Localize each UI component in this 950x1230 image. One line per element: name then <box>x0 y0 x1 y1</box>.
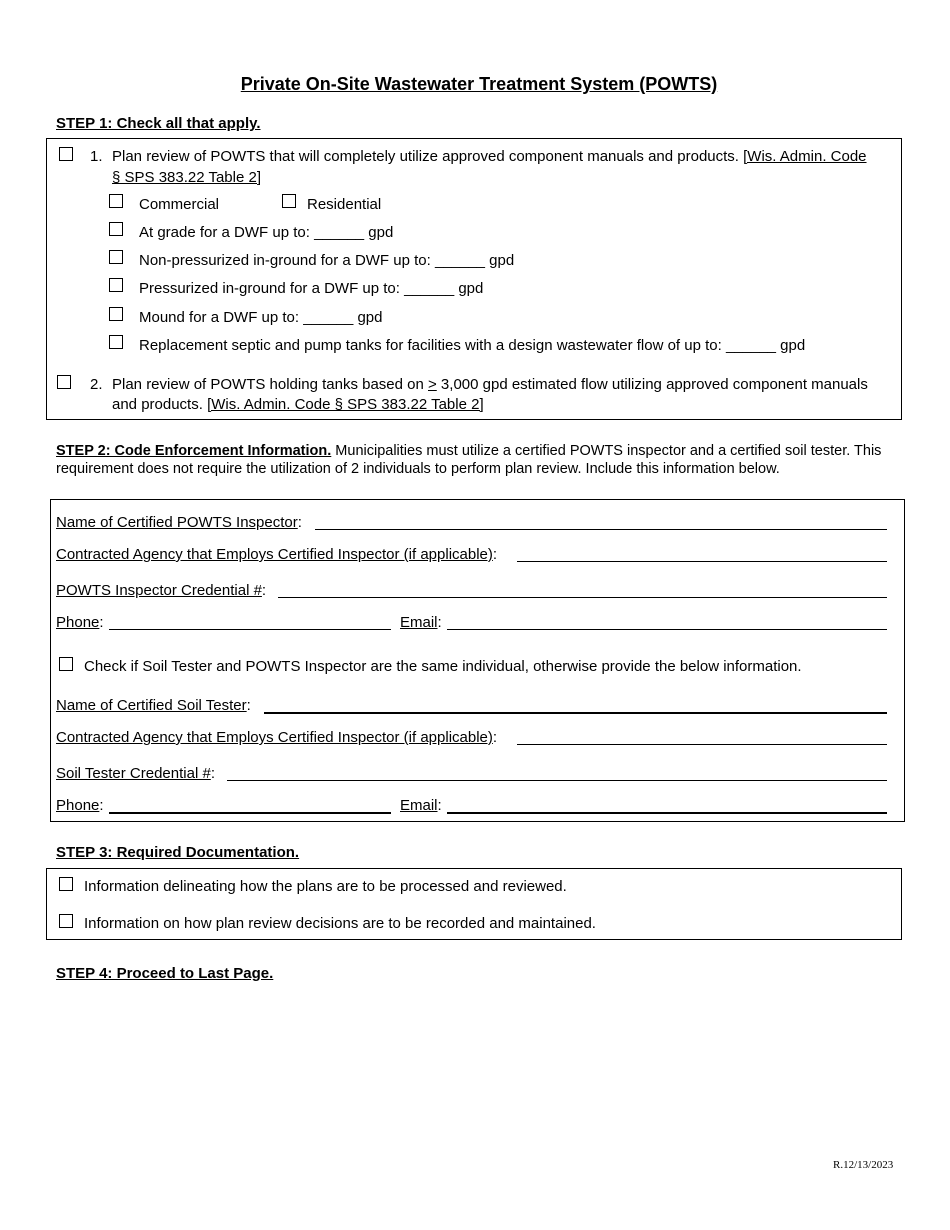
soil-credential-label-text: Soil Tester Credential # <box>56 765 211 782</box>
agency1-label-text: Contracted Agency that Employs Certified Inspector (if applicable) <box>56 546 493 563</box>
item1-text <box>112 147 867 167</box>
same-individual-checkbox[interactable] <box>59 657 73 671</box>
item1-citation-part2[interactable]: § SPS 383.22 Table 2] <box>112 169 262 186</box>
phone1-label <box>56 613 104 633</box>
colon: : <box>99 797 104 814</box>
item1-checkbox[interactable] <box>59 147 73 161</box>
colon: : <box>437 797 442 814</box>
commercial-checkbox[interactable] <box>109 194 123 208</box>
colon: : <box>297 514 302 531</box>
at-grade-label: At grade for a DWF up to: ______ gpd <box>139 224 394 241</box>
colon: : <box>210 765 215 782</box>
email1-field[interactable] <box>447 629 887 630</box>
agency2-label <box>56 728 497 748</box>
greater-equal-symbol: > <box>428 376 437 393</box>
email2-field[interactable] <box>447 812 887 814</box>
non-pressurized-checkbox[interactable] <box>109 250 123 264</box>
step3-heading: STEP 3: Required Documentation. <box>56 844 300 861</box>
inspector-name-label <box>56 513 302 533</box>
commercial-label: Commercial <box>139 196 220 213</box>
residential-label: Residential <box>307 196 382 213</box>
phone2-field[interactable] <box>109 812 391 814</box>
inspector-credential-label <box>56 581 266 601</box>
step3-item1-checkbox[interactable] <box>59 877 73 891</box>
colon: : <box>492 729 498 746</box>
soil-credential-field[interactable] <box>227 780 887 781</box>
step4-heading: STEP 4: Proceed to Last Page. <box>56 965 274 982</box>
colon: : <box>437 614 442 631</box>
inspector-name-field[interactable] <box>315 529 887 530</box>
email1-label <box>400 613 442 633</box>
pressurized-label: Pressurized in-ground for a DWF up to: ______ gpd <box>139 280 484 297</box>
replacement-label: Replacement septic and pump tanks for facilities with a design wastewater flow of up to: ______ gpd <box>139 337 806 354</box>
revision-date: R.12/13/2023 <box>833 1159 894 1171</box>
colon: : <box>492 546 498 563</box>
colon: : <box>99 614 104 631</box>
step3-item2-label: Information on how plan review decisions are to be recorded and maintained. <box>84 915 596 932</box>
at-grade-checkbox[interactable] <box>109 222 123 236</box>
replacement-checkbox[interactable] <box>109 335 123 349</box>
item2-citation[interactable]: [Wis. Admin. Code § SPS 383.22 Table 2] <box>207 396 484 413</box>
phone2-label <box>56 796 104 816</box>
email2-label-text: Email <box>400 797 438 814</box>
step2-intro: Municipalities must utilize a certified POWTS inspector and a certified soil tester. This requirement does not require the utilization of 2 individuals to perform plan review. Include this information below. <box>56 443 882 477</box>
step3-item1-label: Information delineating how the plans are to be processed and reviewed. <box>84 878 567 895</box>
agency2-field[interactable] <box>517 744 887 745</box>
soil-tester-name-label-text: Name of Certified Soil Tester <box>56 697 247 714</box>
item2-text-before: Plan review of POWTS holding tanks based on <box>112 376 428 393</box>
residential-checkbox[interactable] <box>282 194 296 208</box>
item2-text-after: 3,000 gpd estimated flow utilizing approved component manuals <box>436 376 868 393</box>
item2-line2 <box>112 395 484 415</box>
item2-line2-text: and products. <box>112 396 208 413</box>
mound-label: Mound for a DWF up to: ______ gpd <box>139 309 383 326</box>
item1-citation-part1[interactable]: [Wis. Admin. Code <box>743 148 867 165</box>
step2-heading: STEP 2: Code Enforcement Information. <box>56 443 332 459</box>
agency1-label <box>56 545 497 565</box>
colon: : <box>261 582 267 599</box>
page-title: Private On-Site Wastewater Treatment System (POWTS) <box>240 74 718 94</box>
same-individual-label: Check if Soil Tester and POWTS Inspector are the same individual, otherwise provide the below information. <box>84 658 802 675</box>
step2-intro-block <box>56 442 886 478</box>
item2-checkbox[interactable] <box>57 375 71 389</box>
phone2-label-text: Phone <box>56 797 100 814</box>
soil-tester-name-label <box>56 696 251 716</box>
item2-number: 2. <box>90 376 103 393</box>
phone1-label-text: Phone <box>56 614 100 631</box>
item2-text <box>112 375 868 395</box>
step1-heading: STEP 1: Check all that apply. <box>56 115 261 132</box>
email2-label <box>400 796 442 816</box>
mound-checkbox[interactable] <box>109 307 123 321</box>
soil-credential-label <box>56 764 215 784</box>
inspector-credential-field[interactable] <box>278 597 887 598</box>
phone1-field[interactable] <box>109 629 391 630</box>
inspector-credential-label-text: POWTS Inspector Credential # <box>56 582 262 599</box>
step3-item2-checkbox[interactable] <box>59 914 73 928</box>
email1-label-text: Email <box>400 614 438 631</box>
colon: : <box>246 697 251 714</box>
agency1-field[interactable] <box>517 561 887 562</box>
non-pressurized-label: Non-pressurized in-ground for a DWF up to: ______ gpd <box>139 252 515 269</box>
agency2-label-text: Contracted Agency that Employs Certified Inspector (if applicable) <box>56 729 493 746</box>
inspector-name-label-text: Name of Certified POWTS Inspector <box>56 514 298 531</box>
item1-number: 1. <box>90 148 103 165</box>
pressurized-checkbox[interactable] <box>109 278 123 292</box>
soil-tester-name-field[interactable] <box>264 712 887 714</box>
item1-description: Plan review of POWTS that will completely utilize approved component manuals and products. <box>112 148 744 165</box>
